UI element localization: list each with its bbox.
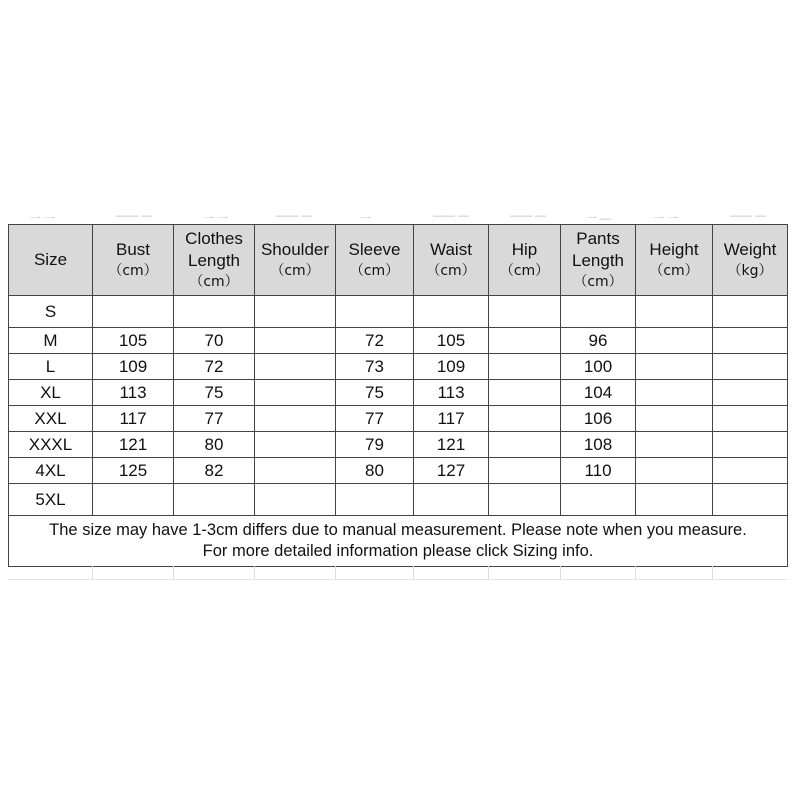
cell-pants-length: 108 [561,432,636,458]
col-header-pants-length: Pants Length （cm） [561,225,636,296]
cell-shoulder [255,328,336,354]
sheet-gridline [712,566,713,580]
cell-bust: 121 [93,432,174,458]
cell-waist: 121 [414,432,489,458]
cell-pants-length: 96 [561,328,636,354]
cell-pants-length: 110 [561,458,636,484]
col-header-bust: Bust （cm） [93,225,174,296]
note-line-1: The size may have 1-3cm differs due to manual measurement. Please note when you measure. [49,521,747,539]
col-header-size: Size [9,225,93,296]
cell-clothes-length: 72 [174,354,255,380]
cell-sleeve: 79 [336,432,414,458]
cell-hip [489,484,561,516]
cell-bust: 109 [93,354,174,380]
cell-waist: 105 [414,328,489,354]
table-row [9,328,788,354]
cell-sleeve [336,484,414,516]
sheet-gridline [173,566,174,580]
cell-size: XXL [9,406,93,432]
cell-sleeve: 75 [336,380,414,406]
table-row [9,484,788,516]
cell-shoulder [255,296,336,328]
sheet-gridline [635,566,636,580]
table-row [9,406,788,432]
note-line-2: For more detailed information please click Sizing info. [202,542,594,560]
cell-size: 5XL [9,484,93,516]
cell-weight [713,354,788,380]
col-header-weight: Weight （kg） [713,225,788,296]
cell-weight [713,328,788,354]
cell-waist [414,484,489,516]
sheet-gridline [92,566,93,580]
col-header-waist: Waist （cm） [414,225,489,296]
cell-height [636,296,713,328]
cell-size: M [9,328,93,354]
cell-shoulder [255,380,336,406]
sheet-gridline [413,566,414,580]
cell-pants-length: 106 [561,406,636,432]
cell-height [636,432,713,458]
cell-shoulder [255,432,336,458]
cell-waist: 109 [414,354,489,380]
cell-height [636,328,713,354]
cell-clothes-length: 80 [174,432,255,458]
cell-pants-length [561,484,636,516]
cell-height [636,406,713,432]
cell-shoulder [255,458,336,484]
cell-clothes-length [174,484,255,516]
cell-bust: 113 [93,380,174,406]
cell-weight [713,432,788,458]
note-row [9,516,788,567]
cell-bust: 117 [93,406,174,432]
cell-hip [489,296,561,328]
cell-weight [713,296,788,328]
cropped-header-remnant: 一 一 —— — 一 一 —— — 一 —— — —— — 一 — 一 一 —— — [30,210,767,224]
cell-clothes-length: 77 [174,406,255,432]
col-header-shoulder: Shoulder （cm） [255,225,336,296]
header-row [9,225,788,296]
table-row [9,432,788,458]
cell-pants-length: 100 [561,354,636,380]
size-rows [9,296,788,516]
cell-hip [489,432,561,458]
table-row [9,458,788,484]
sheet-gridline [8,579,787,580]
cell-bust: 125 [93,458,174,484]
cell-size: XL [9,380,93,406]
cell-waist [414,296,489,328]
cell-hip [489,354,561,380]
cell-weight [713,458,788,484]
cell-shoulder [255,484,336,516]
table-row [9,354,788,380]
cell-sleeve: 80 [336,458,414,484]
cell-hip [489,380,561,406]
cell-sleeve [336,296,414,328]
table-row [9,380,788,406]
cell-size: XXXL [9,432,93,458]
cell-size: S [9,296,93,328]
cell-bust [93,484,174,516]
cell-sleeve: 77 [336,406,414,432]
cell-pants-length: 104 [561,380,636,406]
cell-waist: 117 [414,406,489,432]
cell-waist: 127 [414,458,489,484]
cell-weight [713,380,788,406]
cell-height [636,458,713,484]
cell-clothes-length: 70 [174,328,255,354]
size-table [8,224,788,567]
measurement-note [9,516,788,567]
cell-clothes-length: 75 [174,380,255,406]
cell-clothes-length: 82 [174,458,255,484]
col-header-hip: Hip （cm） [489,225,561,296]
cell-hip [489,328,561,354]
table-row [9,296,788,328]
cell-clothes-length [174,296,255,328]
cell-bust: 105 [93,328,174,354]
cell-pants-length [561,296,636,328]
cell-weight [713,484,788,516]
col-header-sleeve: Sleeve （cm） [336,225,414,296]
col-header-clothes-length: Clothes Length （cm） [174,225,255,296]
cell-waist: 113 [414,380,489,406]
size-chart [8,224,787,567]
cell-hip [489,406,561,432]
cell-height [636,354,713,380]
cell-height [636,484,713,516]
col-header-height: Height （cm） [636,225,713,296]
cell-height [636,380,713,406]
cell-shoulder [255,406,336,432]
cell-sleeve: 73 [336,354,414,380]
cell-size: 4XL [9,458,93,484]
sheet-gridline [254,566,255,580]
cell-size: L [9,354,93,380]
sheet-gridline [335,566,336,580]
cell-hip [489,458,561,484]
sheet-gridline [560,566,561,580]
cell-sleeve: 72 [336,328,414,354]
cell-weight [713,406,788,432]
sheet-gridline [488,566,489,580]
cell-shoulder [255,354,336,380]
cell-bust [93,296,174,328]
